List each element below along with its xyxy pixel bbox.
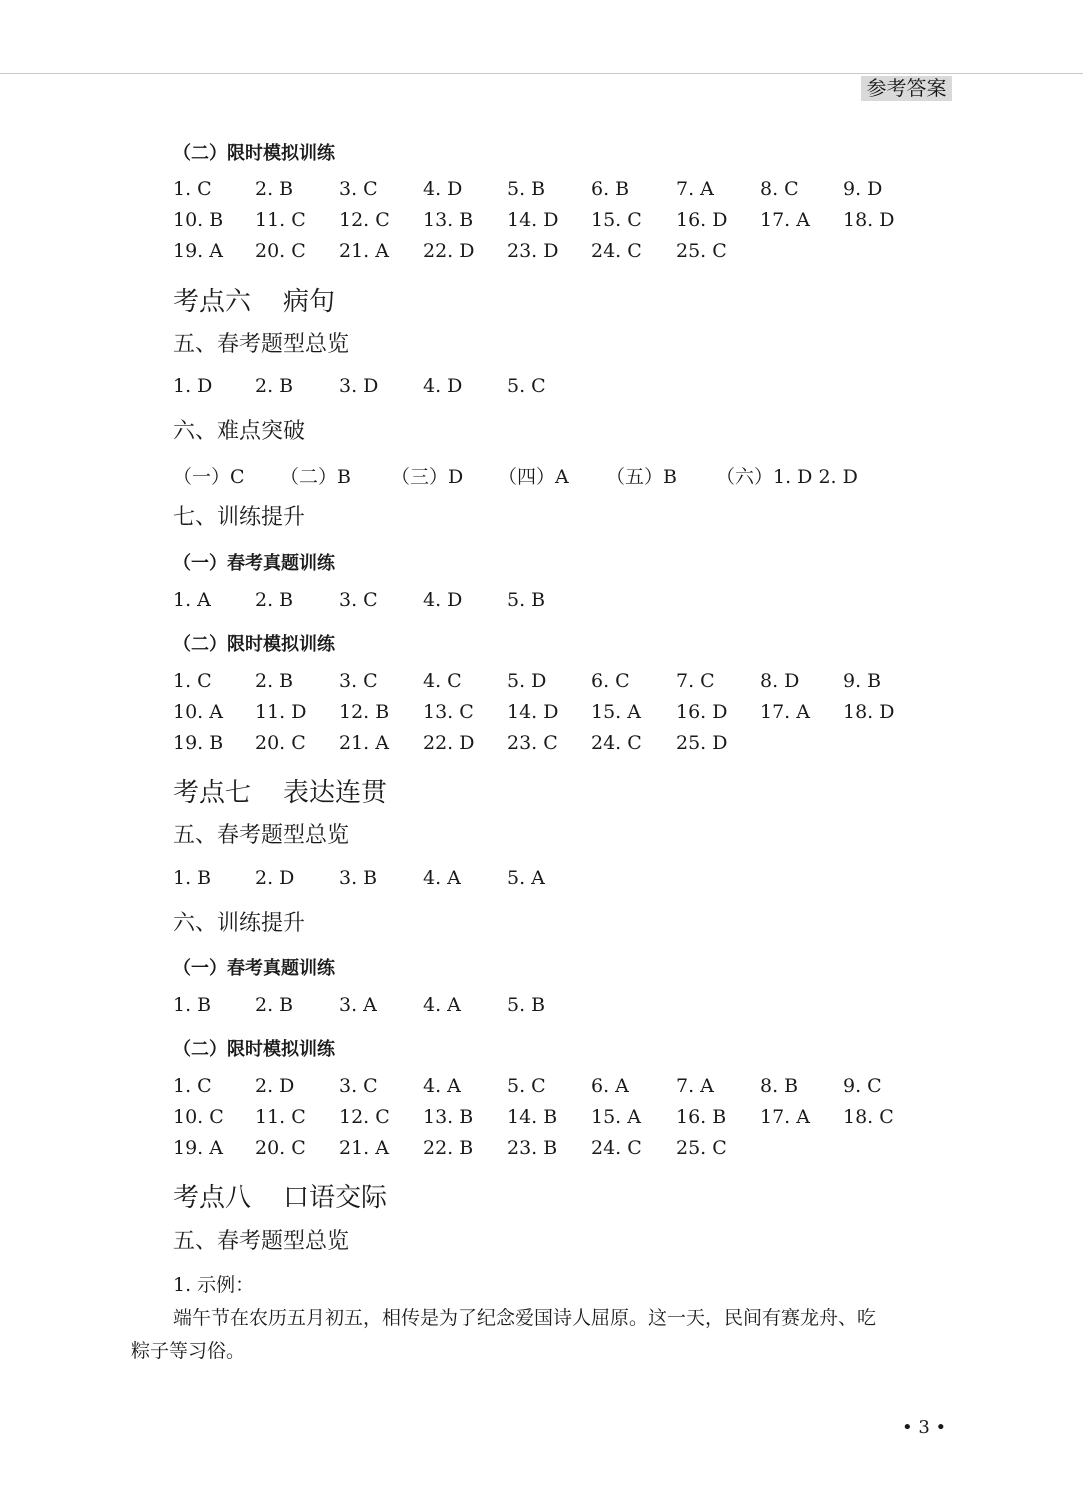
example-text: 粽子等习俗。 — [131, 1340, 246, 1362]
answer-item: 1. D — [173, 375, 213, 397]
answer-item: 25. C — [676, 240, 727, 262]
answer-item: 17. A — [760, 209, 810, 231]
section-heading: 七、训练提升 — [173, 505, 306, 530]
topic-heading — [173, 772, 387, 809]
answer-item: 22. D — [423, 732, 475, 754]
answer-item: （五）B — [606, 466, 677, 488]
answer-item: 9. B — [843, 670, 882, 692]
answer-item: 3. C — [339, 1075, 378, 1097]
answer-item: 21. A — [339, 732, 389, 754]
header-rule — [0, 73, 1083, 74]
subsection-heading: （二）限时模拟训练 — [173, 1039, 335, 1060]
answer-item: 6. A — [591, 1075, 629, 1097]
topic-title: 口语交际 — [283, 1183, 388, 1213]
answer-item: 2. D — [255, 867, 295, 889]
answer-item: 19. A — [173, 1137, 223, 1159]
answer-item: 20. C — [255, 240, 306, 262]
answer-item: （二）B — [280, 466, 351, 488]
answer-item: 2. D — [255, 1075, 295, 1097]
answer-item: 24. C — [591, 732, 642, 754]
answer-item: 3. D — [339, 375, 379, 397]
answer-item: 4. A — [423, 994, 461, 1016]
answer-item: 20. C — [255, 732, 306, 754]
topic-title: 表达连贯 — [283, 778, 388, 808]
answer-item: 16. D — [676, 701, 728, 723]
answer-item: 23. D — [507, 240, 559, 262]
subsection-heading: （一）春考真题训练 — [173, 553, 335, 574]
example-text: 端午节在农历五月初五，相传是为了纪念爱国诗人屈原。这一天，民间有赛龙舟、吃 — [173, 1307, 877, 1329]
answer-item: 18. C — [843, 1106, 894, 1128]
answer-item: 18. D — [843, 701, 895, 723]
answer-item: 12. B — [339, 701, 390, 723]
answer-item: 4. A — [423, 867, 461, 889]
answer-item: 2. B — [255, 178, 294, 200]
answer-item: 14. D — [507, 209, 559, 231]
answer-item: 1. B — [173, 994, 212, 1016]
answer-item: 5. D — [507, 670, 547, 692]
topic-heading — [173, 1177, 387, 1214]
answer-item: 19. B — [173, 732, 224, 754]
answer-item: （一）C — [173, 466, 245, 488]
answer-item: 15. C — [591, 209, 642, 231]
answer-item: 13. C — [423, 701, 474, 723]
answer-item: 4. A — [423, 1075, 461, 1097]
answer-item: 1. C — [173, 670, 212, 692]
answer-item: 3. C — [339, 589, 378, 611]
answer-item: 6. C — [591, 670, 630, 692]
section-heading: 六、难点突破 — [173, 419, 306, 444]
section-heading: 五、春考题型总览 — [173, 332, 350, 357]
answer-item: 3. C — [339, 178, 378, 200]
subsection-heading: （一）春考真题训练 — [173, 958, 335, 979]
answer-item: 8. B — [760, 1075, 799, 1097]
subsection-heading: （二）限时模拟训练 — [173, 634, 335, 655]
answer-item: 25. C — [676, 1137, 727, 1159]
answer-item: 12. C — [339, 1106, 390, 1128]
answer-item: 3. A — [339, 994, 377, 1016]
example-label: 1. 示例： — [173, 1274, 255, 1296]
answer-item: 19. A — [173, 240, 223, 262]
answer-item: 1. B — [173, 867, 212, 889]
answer-item: 4. D — [423, 178, 463, 200]
answer-item: 24. C — [591, 240, 642, 262]
answer-item: 23. B — [507, 1137, 558, 1159]
answer-item: 7. A — [676, 1075, 714, 1097]
answer-item: 8. D — [760, 670, 800, 692]
answer-item: 16. B — [676, 1106, 727, 1128]
answer-item: 5. B — [507, 994, 546, 1016]
section-tag: 参考答案 — [861, 76, 952, 101]
answer-item: 8. C — [760, 178, 799, 200]
section-heading: 五、春考题型总览 — [173, 1229, 350, 1254]
answer-item: 18. D — [843, 209, 895, 231]
answer-item: 9. D — [843, 178, 883, 200]
answer-item: 11. D — [255, 701, 307, 723]
answer-item: 7. A — [676, 178, 714, 200]
answer-item: 2. B — [255, 589, 294, 611]
answer-item: 17. A — [760, 1106, 810, 1128]
answer-item: 5. B — [507, 178, 546, 200]
topic-number: 考点六 — [173, 287, 252, 317]
answer-item: 16. D — [676, 209, 728, 231]
answer-item: 13. B — [423, 209, 474, 231]
answer-item: 25. D — [676, 732, 728, 754]
answer-item: 3. C — [339, 670, 378, 692]
answer-item: （三）D — [391, 466, 464, 488]
answer-item: 9. C — [843, 1075, 882, 1097]
section-heading: 六、训练提升 — [173, 911, 306, 936]
answer-item: 15. A — [591, 1106, 641, 1128]
answer-item: 23. C — [507, 732, 558, 754]
answer-item: 20. C — [255, 1137, 306, 1159]
answer-item: 3. B — [339, 867, 378, 889]
topic-number: 考点七 — [173, 778, 252, 808]
answer-item: 1. C — [173, 178, 212, 200]
answer-item: 4. C — [423, 670, 462, 692]
answer-item: （六）1. D 2. D — [716, 466, 858, 488]
section-heading: 五、春考题型总览 — [173, 823, 350, 848]
answer-item: 7. C — [676, 670, 715, 692]
answer-item: 14. B — [507, 1106, 558, 1128]
topic-title: 病句 — [283, 287, 336, 317]
answer-item: 21. A — [339, 240, 389, 262]
answer-item: 13. B — [423, 1106, 474, 1128]
answer-item: 17. A — [760, 701, 810, 723]
answer-item: 22. B — [423, 1137, 474, 1159]
answer-item: 2. B — [255, 375, 294, 397]
answer-item: 11. C — [255, 1106, 306, 1128]
answer-item: 10. C — [173, 1106, 224, 1128]
answer-item: 24. C — [591, 1137, 642, 1159]
answer-item: 14. D — [507, 701, 559, 723]
answer-item: 11. C — [255, 209, 306, 231]
answer-item: 22. D — [423, 240, 475, 262]
answer-item: 4. D — [423, 375, 463, 397]
answer-item: 6. B — [591, 178, 630, 200]
topic-heading — [173, 281, 335, 318]
answer-item: 5. C — [507, 375, 546, 397]
answer-item: 12. C — [339, 209, 390, 231]
answer-item: 2. B — [255, 670, 294, 692]
answer-item: 4. D — [423, 589, 463, 611]
answer-item: 10. A — [173, 701, 223, 723]
answer-item: 21. A — [339, 1137, 389, 1159]
page-number: • 3 • — [902, 1417, 947, 1438]
answer-item: （四）A — [498, 466, 569, 488]
answer-item: 5. C — [507, 1075, 546, 1097]
topic-number: 考点八 — [173, 1183, 252, 1213]
answer-item: 1. A — [173, 589, 211, 611]
subsection-heading: （二）限时模拟训练 — [173, 143, 335, 164]
answer-item: 2. B — [255, 994, 294, 1016]
answer-item: 10. B — [173, 209, 224, 231]
answer-item: 15. A — [591, 701, 641, 723]
answer-item: 5. A — [507, 867, 545, 889]
answer-item: 5. B — [507, 589, 546, 611]
answer-item: 1. C — [173, 1075, 212, 1097]
